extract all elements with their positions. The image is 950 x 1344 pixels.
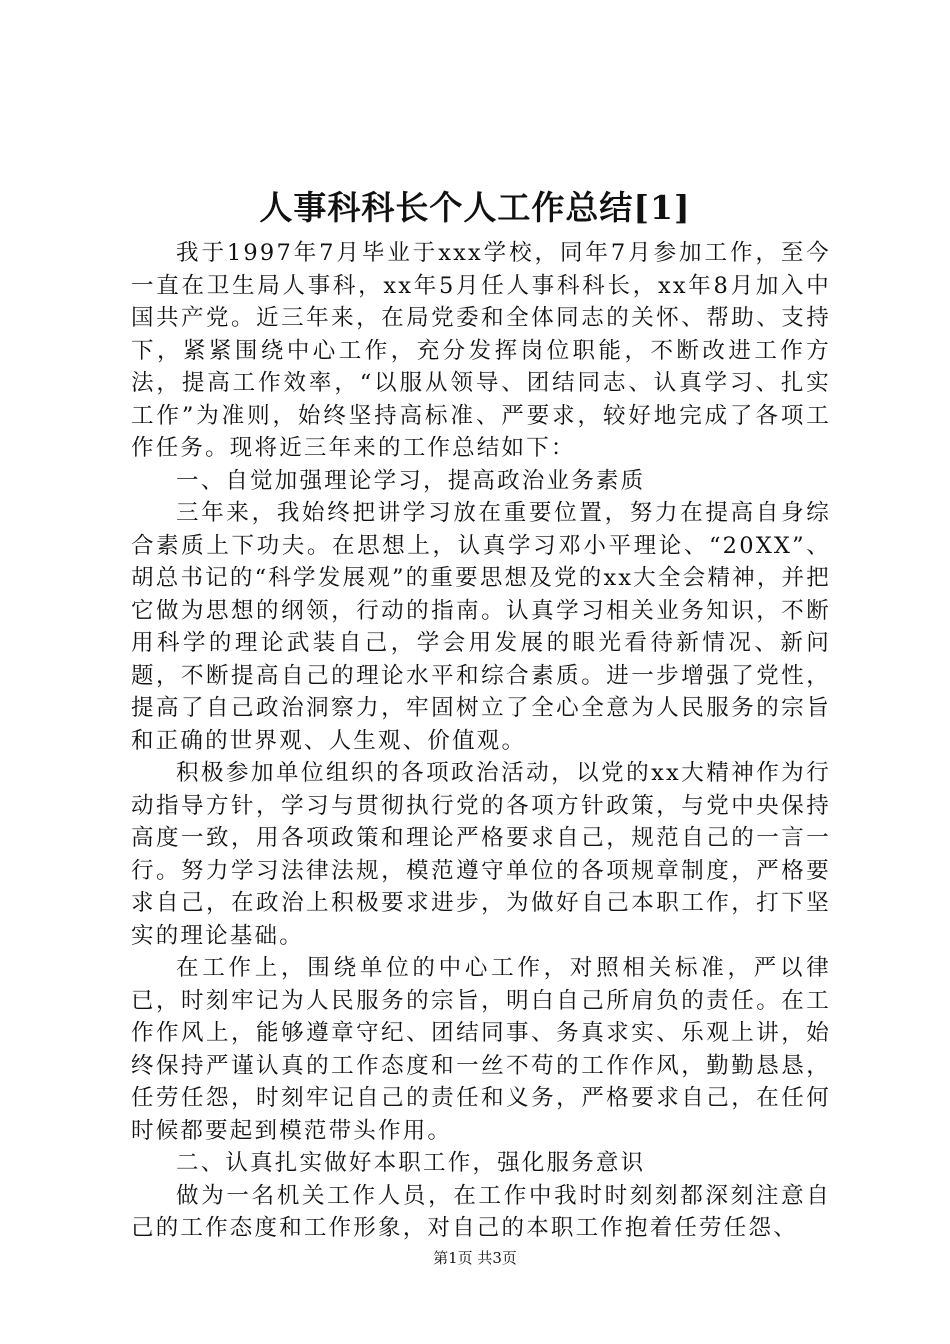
section-heading-2: 二、认真扎实做好本职工作，强化服务意识 bbox=[176, 1150, 646, 1176]
document-body bbox=[131, 237, 831, 1245]
paragraph-service-attitude: 做为一名机关工作人员，在工作中我时时刻刻都深刻注意自己的工作态度和工作形象，对自己的本职工作抱着任劳任怨、 bbox=[131, 1182, 831, 1241]
paragraph-theory-study: 三年来，我始终把讲学习放在重要位置，努力在提高自身综合素质上下功夫。在思想上，认真学习邓小平理论、“20XX”、胡总书记的“科学发展观”的重要思想及党的xx大全会精神，并把它做为思想的纲领，行动的指南。认真学习相关业务知识，不断用科学的理论武装自己，学会用发展的眼光看待新情况、新问题，不断提高自己的理论水平和综合素质。进一步增强了党性，提高了自己政治洞察力，牢固树立了全心全意为人民服务的宗旨和正确的世界观、人生观、价值观。 bbox=[131, 500, 831, 754]
page-footer: 第1页 共3页 bbox=[433, 1249, 517, 1267]
paragraph-intro: 我于1997年7月毕业于xxx学校，同年7月参加工作，至今一直在卫生局人事科，xx年5月任人事科科长，xx年8月加入中国共产党。近三年来，在局党委和全体同志的关怀、帮助、支持下，紧紧围绕中心工作，充分发挥岗位职能，不断改进工作方法，提高工作效率，“以服从领导、团结同志、认真学习、扎实工作”为准则，始终坚持高标准、严要求，较好地完成了各项工作任务。现将近三年来的工作总结如下： bbox=[131, 240, 831, 461]
document-title: 人事科科长个人工作总结[1] bbox=[259, 188, 691, 227]
paragraph-political-activities: 积极参加单位组织的各项政治活动，以党的xx大精神作为行动指导方针，学习与贯彻执行党的各项方针政策，与党中央保持高度一致，用各项政策和理论严格要求自己，规范自己的一言一行。努力学习法律法规，模范遵守单位的各项规章制度，严格要求自己，在政治上积极要求进步，为做好自己本职工作，打下坚实的理论基础。 bbox=[131, 760, 831, 949]
paragraph-work-style: 在工作上，围绕单位的中心工作，对照相关标准，严以律已，时刻牢记为人民服务的宗旨，明白自己所肩负的责任。在工作作风上，能够遵章守纪、团结同事、务真求实、乐观上讲，始终保持严谨认真的工作态度和一丝不苟的工作作风，勤勤恳恳，任劳任怨，时刻牢记自己的责任和义务，严格要求自己，在任何时候都要起到模范带头作用。 bbox=[131, 955, 831, 1144]
section-heading-1: 一、自觉加强理论学习，提高政治业务素质 bbox=[176, 467, 646, 494]
